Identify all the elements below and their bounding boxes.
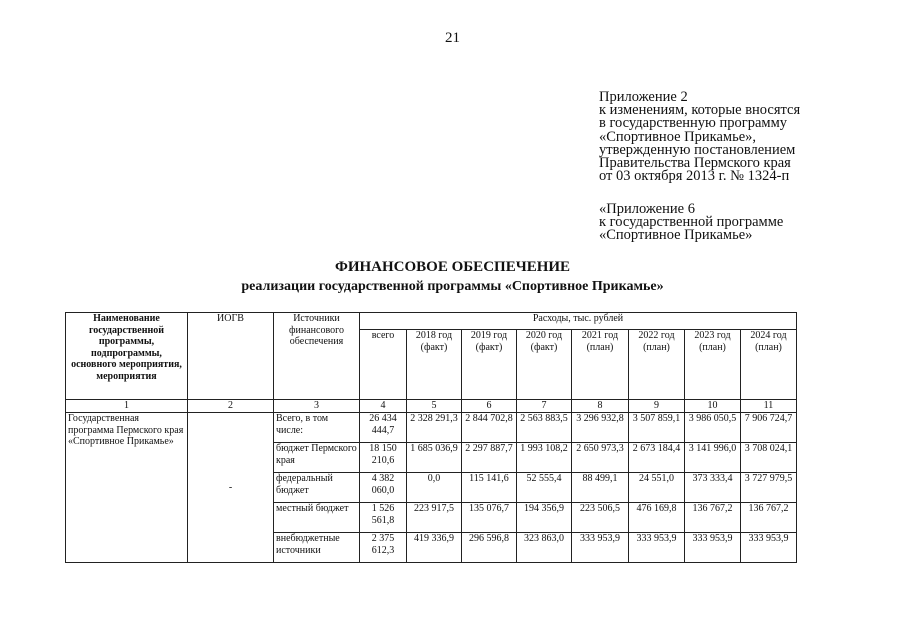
amount-cell: 115 141,6 — [462, 473, 517, 503]
appendix-line: «Спортивное Прикамье», — [599, 128, 757, 145]
financing-table — [65, 312, 797, 563]
appendix-line: утвержденную постановлением — [599, 141, 796, 158]
header-year-col: всего — [360, 330, 407, 400]
amount-cell: 7 906 724,7 — [741, 413, 797, 443]
amount-cell: 223 506,5 — [572, 503, 629, 533]
appendix-line: Приложение 2 — [599, 89, 688, 105]
program-name: Государственная программа Пермского края «Спортивное Прикамье» — [66, 413, 188, 563]
amount-cell: 0,0 — [407, 473, 462, 503]
appendix-line: от 03 октября 2013 г. № 1324-п — [599, 168, 790, 185]
amount-cell: 333 953,9 — [629, 533, 685, 563]
amount-cell: 3 708 024,1 — [741, 443, 797, 473]
iogv-value: - — [188, 413, 274, 563]
amount-cell: 419 336,9 — [407, 533, 462, 563]
header-sources: Источники финансового обеспечения — [274, 313, 360, 400]
amount-cell: 1 526 561,8 — [360, 503, 407, 533]
header-year-col: 2019 год (факт) — [462, 330, 517, 400]
amount-cell: 333 953,9 — [685, 533, 741, 563]
page-number: 21 — [445, 30, 460, 46]
header-year-col: 2023 год (план) — [685, 330, 741, 400]
amount-cell: 2 375 612,3 — [360, 533, 407, 563]
amount-cell: 3 507 859,1 — [629, 413, 685, 443]
amount-cell: 476 169,8 — [629, 503, 685, 533]
amount-cell: 194 356,9 — [517, 503, 572, 533]
column-number: 10 — [685, 400, 741, 413]
amount-cell: 2 673 184,4 — [629, 443, 685, 473]
amount-cell: 323 863,0 — [517, 533, 572, 563]
amount-cell: 296 596,8 — [462, 533, 517, 563]
source-label: Всего, в том числе: — [274, 413, 360, 443]
column-number: 8 — [572, 400, 629, 413]
column-number: 9 — [629, 400, 685, 413]
header-year-col: 2024 год (план) — [741, 330, 797, 400]
amount-cell: 52 555,4 — [517, 473, 572, 503]
header-year-col: 2022 год (план) — [629, 330, 685, 400]
appendix-6-block — [599, 203, 783, 243]
appendix-line: в государственную программу — [599, 115, 788, 132]
amount-cell: 18 150 210,6 — [360, 443, 407, 473]
amount-cell: 373 333,4 — [685, 473, 741, 503]
column-number: 3 — [274, 400, 360, 413]
amount-cell: 1 685 036,9 — [407, 443, 462, 473]
source-label: федеральный бюджет — [274, 473, 360, 503]
header-name: Наименование государственной программы, подпрограммы, основного мероприятия, мероприятия — [66, 313, 188, 400]
amount-cell: 333 953,9 — [741, 533, 797, 563]
amount-cell: 1 993 108,2 — [517, 443, 572, 473]
amount-cell: 88 499,1 — [572, 473, 629, 503]
amount-cell: 333 953,9 — [572, 533, 629, 563]
header-year-col: 2021 год (план) — [572, 330, 629, 400]
document-subtitle: реализации государственной программы «Спортивное Прикамье» — [241, 279, 664, 294]
column-number: 6 — [462, 400, 517, 413]
amount-cell: 2 563 883,5 — [517, 413, 572, 443]
amount-cell: 136 767,2 — [685, 503, 741, 533]
column-number: 2 — [188, 400, 274, 413]
amount-cell: 26 434 444,7 — [360, 413, 407, 443]
table-row — [66, 413, 797, 443]
column-number: 5 — [407, 400, 462, 413]
amount-cell: 135 076,7 — [462, 503, 517, 533]
amount-cell: 2 297 887,7 — [462, 443, 517, 473]
column-number: 4 — [360, 400, 407, 413]
source-label: бюджет Пермского края — [274, 443, 360, 473]
header-expenses: Расходы, тыс. рублей — [360, 313, 797, 330]
amount-cell: 136 767,2 — [741, 503, 797, 533]
appendix6-line: «Приложение 6 — [599, 201, 695, 217]
amount-cell: 3 986 050,5 — [685, 413, 741, 443]
amount-cell: 4 382 060,0 — [360, 473, 407, 503]
column-number: 7 — [517, 400, 572, 413]
source-label: местный бюджет — [274, 503, 360, 533]
column-number: 11 — [741, 400, 797, 413]
amount-cell: 3 141 996,0 — [685, 443, 741, 473]
amount-cell: 24 551,0 — [629, 473, 685, 503]
header-iogv: ИОГВ — [188, 313, 274, 400]
amount-cell: 2 844 702,8 — [462, 413, 517, 443]
amount-cell: 223 917,5 — [407, 503, 462, 533]
amount-cell: 2 650 973,3 — [572, 443, 629, 473]
column-number: 1 — [66, 400, 188, 413]
amount-cell: 3 727 979,5 — [741, 473, 797, 503]
appendix-line: к изменениям, которые вносятся — [599, 102, 801, 119]
appendix6-line: «Спортивное Прикамье» — [599, 227, 753, 244]
amount-cell: 2 328 291,3 — [407, 413, 462, 443]
amount-cell: 3 296 932,8 — [572, 413, 629, 443]
source-label: внебюджетные источники — [274, 533, 360, 563]
appendix-2-block — [599, 91, 800, 183]
header-year-col: 2018 год (факт) — [407, 330, 462, 400]
appendix6-line: к государственной программе — [599, 214, 784, 231]
document-title: ФИНАНСОВОЕ ОБЕСПЕЧЕНИЕ — [334, 259, 571, 275]
appendix-line: Правительства Пермского края — [599, 155, 791, 172]
header-year-col: 2020 год (факт) — [517, 330, 572, 400]
